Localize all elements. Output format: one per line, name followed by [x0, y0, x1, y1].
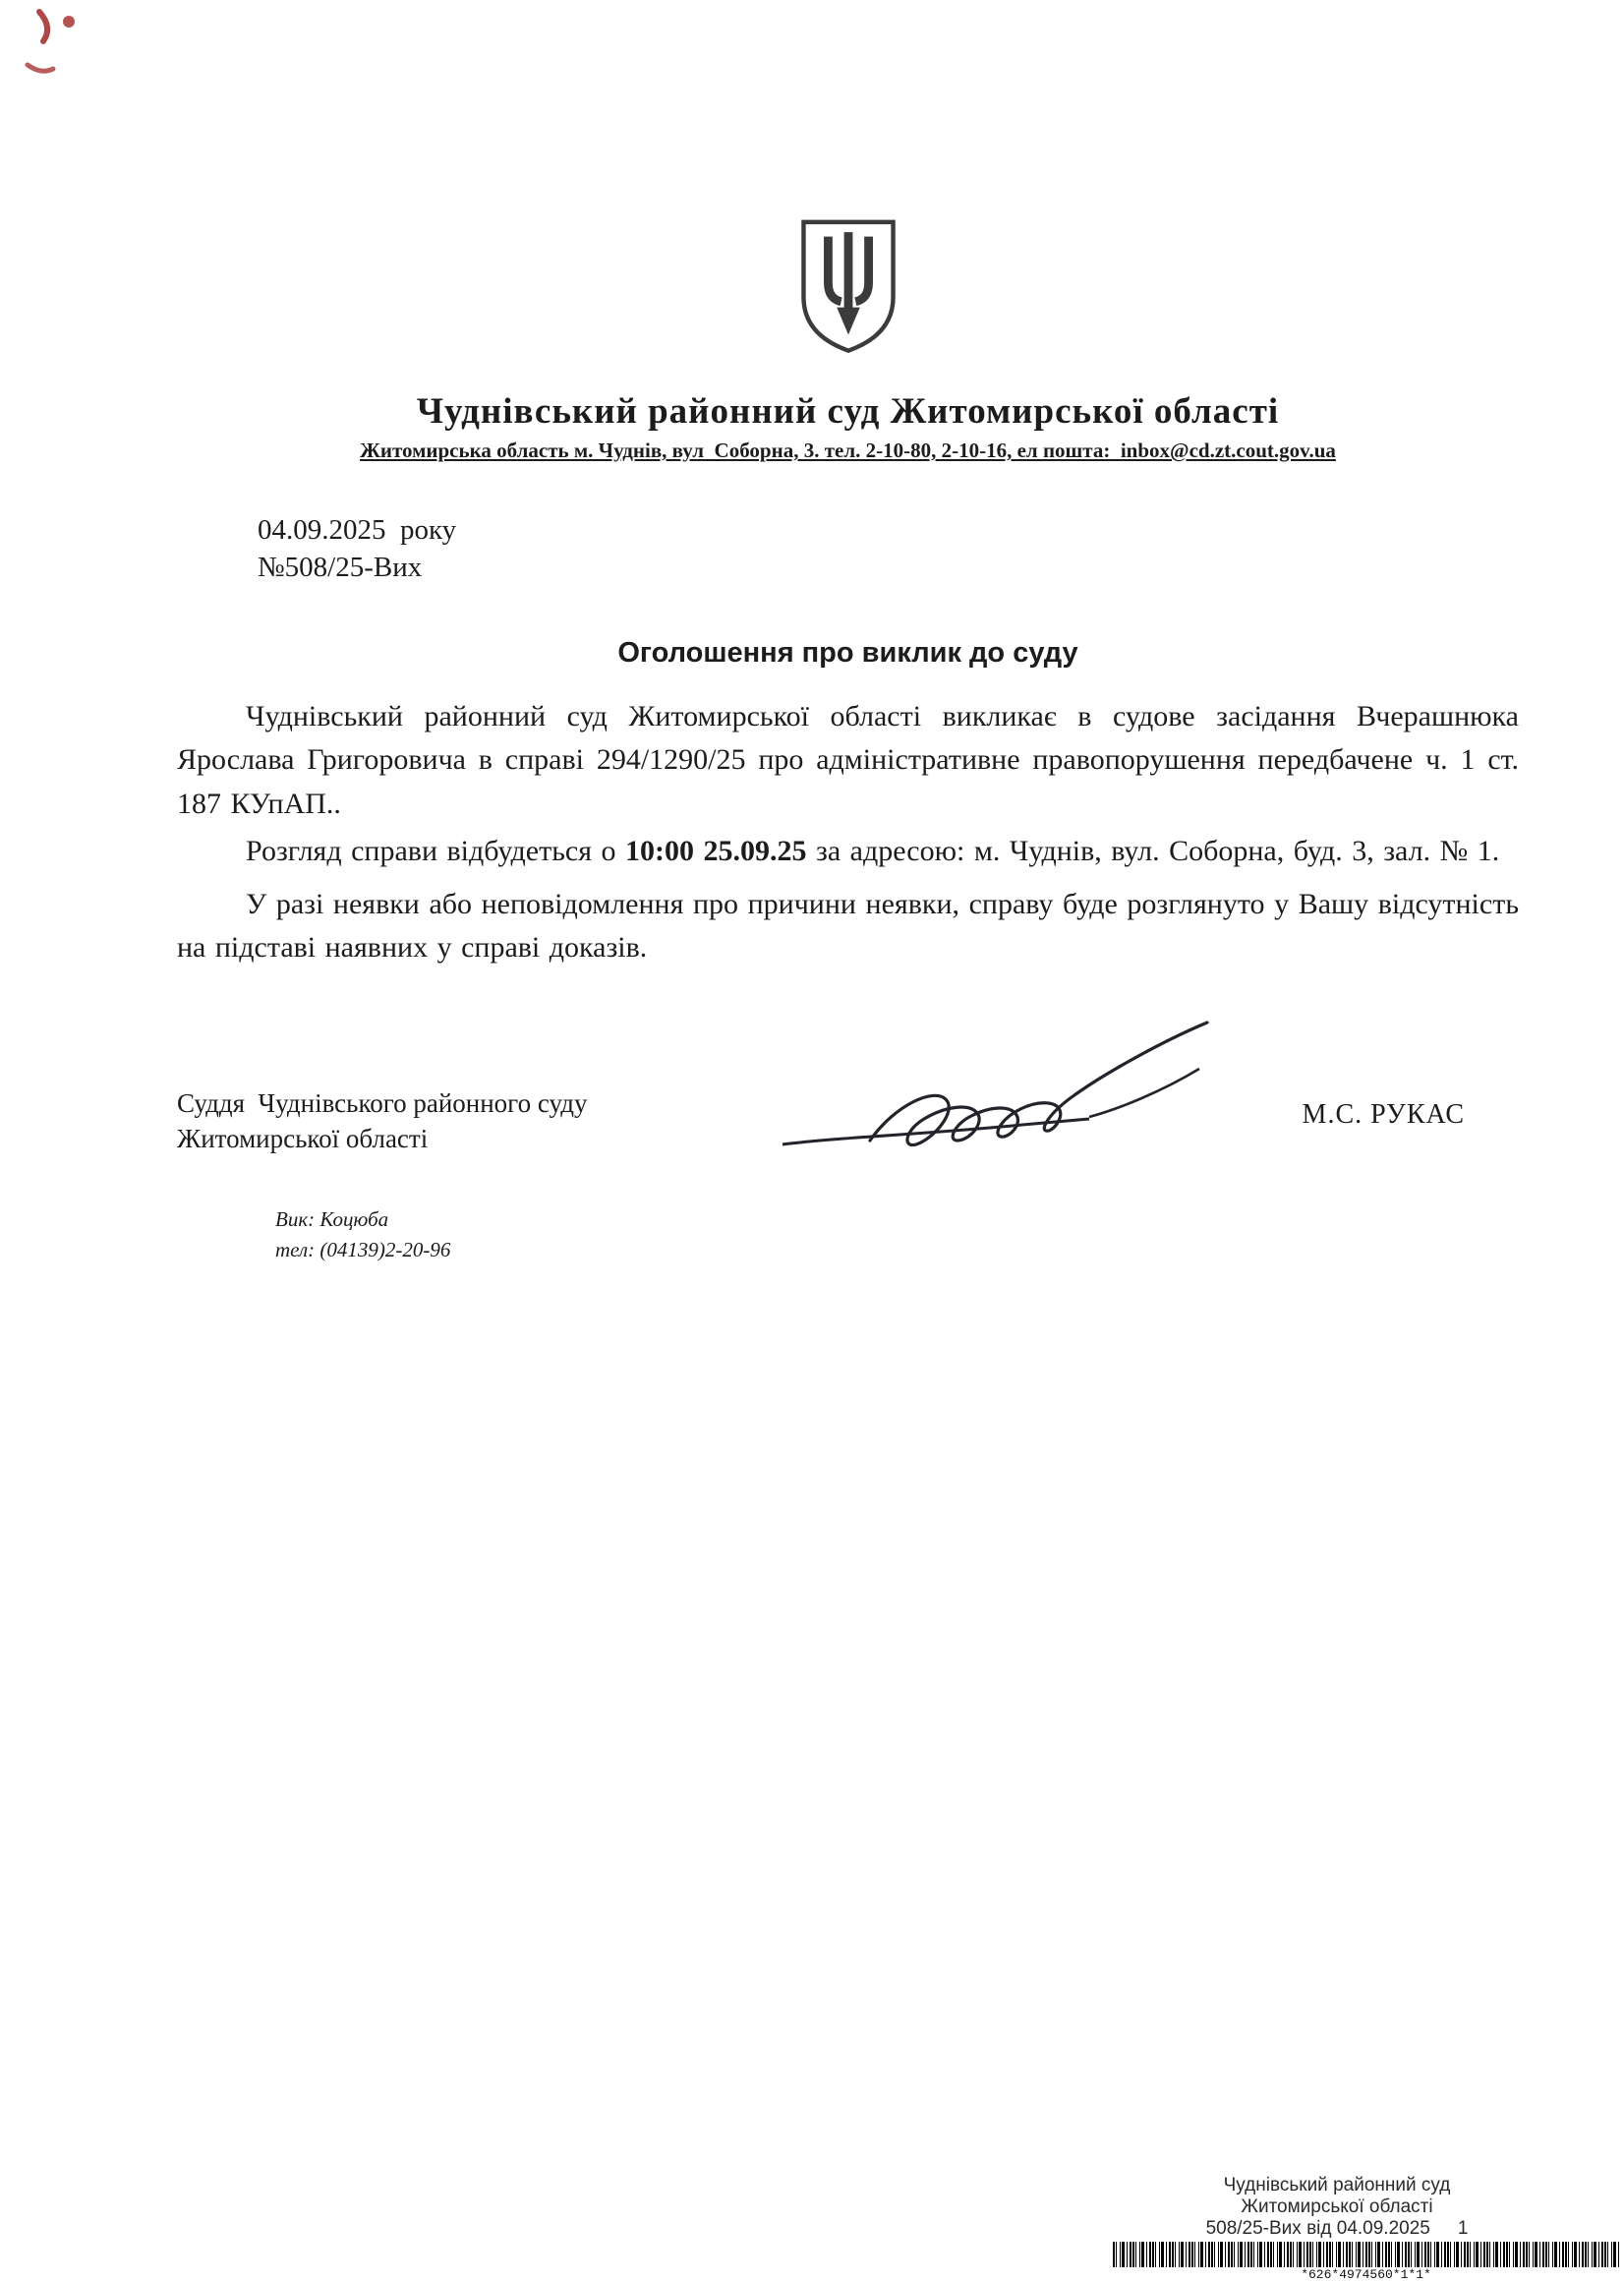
announcement-heading: Оголошення про виклик до суду [617, 637, 1078, 670]
executor-info [275, 1204, 1519, 1266]
judge-name: М.С. РУКАС [1302, 1098, 1465, 1130]
executor-phone: тел: (04139)2-20-96 [275, 1238, 451, 1262]
paragraph-summons: Чуднівський районний суд Житомирської області викликає в судове засідання Вчерашнюка Ярослава Григоровича в справі 294/1290/25 про адміністративне правопорушення передбачене ч. 1 ст. 187 КУпАП.. [177, 700, 1519, 820]
paragraph-hearing [177, 830, 1519, 873]
barcode [1113, 2242, 1619, 2267]
page-number: 1 [1457, 2218, 1469, 2239]
hearing-text-suffix: за адресою: м. Чуднів, вул. Соборна, буд. 3, зал. № 1. [806, 834, 1500, 867]
document-number: №508/25-Вих [258, 551, 423, 583]
judge-title-line2: Житомирської області [177, 1124, 429, 1154]
court-title: Чуднівський районний суд Житомирської області [416, 391, 1280, 432]
hearing-datetime: 10:00 25.09.25 [625, 834, 807, 867]
hearing-text-prefix: Розгляд справи відбудеться о [246, 834, 625, 867]
footer-court-line2: Житомирської області [1241, 2196, 1433, 2217]
footer-court-line1: Чуднівський районний суд [1223, 2175, 1451, 2195]
footer-doc-ref-line [1160, 2218, 1514, 2240]
court-contact-line: Житомирська область м. Чуднів, вул Соборна, 3. тел. 2-10-80, 2-10-16, ел пошта: inbox@cd.zt.cout.gov.ua [360, 439, 1336, 462]
paragraph-absence-warning: У разі неявки або неповідомлення про причини неявки, справу буде розглянуто у Вашу відсутність на підставі наявних у справі доказів. [177, 887, 1519, 964]
executor-name: Вик: Коцюба [275, 1206, 389, 1231]
red-scan-marks-icon [18, 4, 126, 112]
judge-title [177, 1085, 588, 1157]
footer-doc-ref: 508/25-Вих від 04.09.2025 [1205, 2218, 1430, 2239]
document-date: 04.09.2025 року [258, 514, 457, 546]
signature-row [177, 1085, 1519, 1157]
judge-title-line1: Суддя Чуднівського районного суду [177, 1087, 588, 1118]
barcode-text: *626*4974560*1*1* [1301, 2267, 1431, 2282]
trident-emblem-icon [796, 216, 900, 363]
reference-block [258, 512, 1519, 586]
footer-stamp [1160, 2175, 1514, 2240]
